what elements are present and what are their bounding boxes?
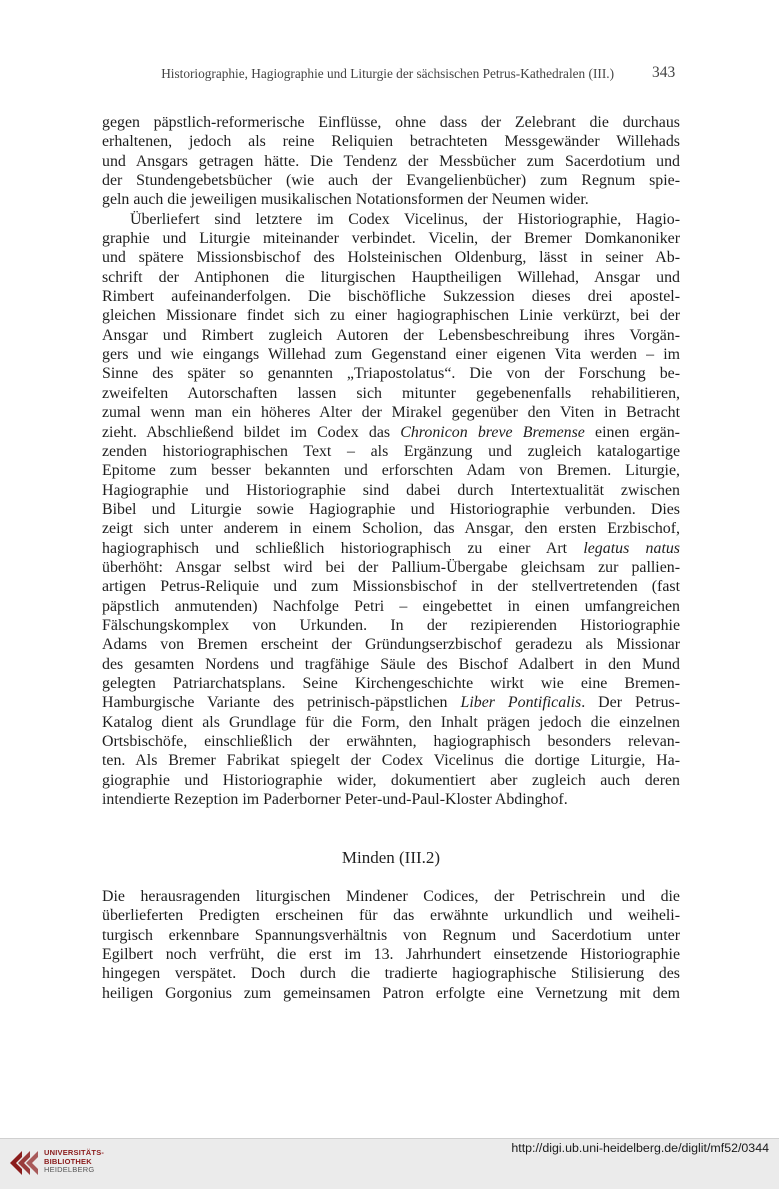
body-text-main (102, 113, 680, 809)
text-line (102, 171, 680, 190)
source-url-link[interactable]: http://digi.ub.uni-heidelberg.de/diglit/mf52/0344 (511, 1141, 769, 1155)
text-line (102, 326, 680, 345)
text-run: zweifelten Autorschaften lassen sich mitunter gegebenenfalls rehabilitieren, (102, 384, 680, 402)
text-run: hingegen verspätet. Doch durch die tradierte hagiographische Stilisierung des (102, 965, 680, 983)
text-run: gelegten Patriarchatsplans. Seine Kirchengeschichte wirkt wie eine Bremen- (102, 674, 680, 692)
text-run: zenden historiographischen Text – als Ergänzung und zugleich katalogartige (102, 442, 680, 460)
logo-line-3: HEIDELBERG (44, 1165, 95, 1174)
text-run: gers und wie eingangs Willehad zum Gegenstand einer eigenen Vita werden – im (102, 346, 680, 364)
text-run: gegen päpstlich-reformerische Einflüsse, ohne dass der Zelebrant die durchaus (102, 114, 680, 131)
text-run: ten. Als Bremer Fabrikat spiegelt der Codex Vicelinus die dortige Liturgie, Ha- (102, 752, 680, 770)
text-line (102, 190, 680, 209)
text-run: Sinne des später so genannten „Triapostolatus“. Die von der Forschung be- (102, 365, 680, 383)
text-run: graphie und Liturgie miteinander verbindet. Vicelin, der Bremer Domkanoniker (102, 230, 680, 248)
text-line (102, 384, 680, 403)
text-run: schrift der Antiphonen die liturgischen Hauptheiligen Willehad, Ansgar und (102, 268, 680, 286)
text-run: Rimbert aufeinanderfolgen. Die bischöfliche Sukzession dieses drei apostel- (102, 288, 680, 306)
text-line (102, 248, 680, 267)
page-number: 343 (652, 64, 676, 81)
italic-title: legatus natus (583, 539, 680, 557)
text-line (102, 771, 680, 790)
text-run: und Ansgars getragen hätte. Die Tendenz der Messbücher zum Sacerdotium und (102, 152, 680, 170)
text-run: intendierte Rezeption im Paderborner Peter-und-Paul-Kloster Abdinghof. (102, 791, 568, 809)
text-run: heiligen Gorgonius zum gemeinsamen Patron erfolgte eine Vernetzung mit dem (102, 984, 680, 1002)
text-run: hagiographisch und schließlich historiographisch zu einer Art (102, 539, 584, 557)
text-run: zumal wenn man ein höheres Alter der Mirakel gegenüber den Viten in Betracht (102, 404, 680, 422)
text-run: Hagiographie und Historiographie sind dabei durch Intertextualität zwischen (102, 481, 680, 499)
text-line (102, 964, 680, 983)
text-line (102, 616, 680, 635)
text-line (102, 539, 680, 558)
text-run: Ortsbischöfe, einschließlich der erwähnten, hagiographisch besonders relevan- (102, 733, 680, 750)
text-run: Adams von Bremen erscheint der Gründungserzbischof geradezu als Missionar (102, 636, 680, 654)
text-line (102, 597, 680, 616)
text-line (102, 926, 680, 945)
text-line (102, 577, 680, 596)
text-line (102, 423, 680, 442)
italic-title: Chronicon breve Bremense (400, 423, 585, 441)
text-run: Epitome zum besser bekannten und erforschten Adam von Bremen. Liturgie, (102, 462, 680, 480)
text-line (102, 481, 680, 500)
library-logo-text (44, 1149, 104, 1175)
text-run: gleichen Missionare findet sich zu einer hagiographischen Linie verkürzt, bei der (102, 307, 680, 325)
text-run: turgisch erkennbare Spannungsverhältnis von Regnum und Sacerdotium unter (102, 926, 680, 944)
text-line (102, 790, 680, 809)
text-line (102, 287, 680, 306)
text-line (102, 519, 680, 538)
text-run: Überliefert sind letztere im Codex Vicelinus, der Historiographie, Hagio- (130, 210, 680, 228)
text-run: des gesamten Nordens und tragfähige Säule des Bischof Adalbert in den Mund (102, 655, 680, 673)
text-line (102, 558, 680, 577)
text-line (102, 268, 680, 287)
section-heading: Minden (III.2) (341, 848, 441, 867)
text-run: artigen Petrus-Reliquie und zum Missionsbischof in der stellvertretenden (fast (102, 578, 680, 596)
text-run: Ansgar und Rimbert zugleich Autoren der Lebensbeschreibung ihres Vorgän- (102, 326, 680, 344)
running-head: Historiographie, Hagiographie und Liturgie der sächsischen Petrus-Kathedralen (III.) (161, 66, 614, 81)
text-run: zeigt sich unter anderem in einem Scholion, das Ansgar, den ersten Erzbischof, (102, 520, 680, 538)
text-line (102, 113, 680, 132)
text-line (102, 906, 680, 925)
text-line (102, 152, 680, 171)
text-line (102, 693, 680, 712)
text-run: Fälschungskomplex von Urkunden. In der rezipierenden Historiographie (102, 616, 680, 634)
text-run: Die herausragenden liturgischen Mindener Codices, der Petrischrein und die (102, 888, 680, 905)
text-line (102, 364, 680, 383)
logo-line-2: BIBLIOTHEK (44, 1156, 92, 1166)
text-line (102, 306, 680, 325)
text-run: Katalog dient als Grundlage für die Form, den Inhalt prägen jedoch die einzelnen (102, 713, 680, 731)
text-line (102, 732, 680, 751)
text-run: . Der Petrus- (581, 694, 680, 712)
text-line (102, 635, 680, 654)
text-line (102, 887, 680, 906)
logo-line-1: UNIVERSITÄTS- (44, 1148, 105, 1157)
text-line (102, 751, 680, 770)
text-run: Bibel und Liturgie sowie Hagiographie und Historiographie verbunden. Dies (102, 500, 680, 518)
text-run: erhaltenen, jedoch als reine Reliquien betrachteten Messgewänder Willehads (102, 133, 680, 151)
text-line (102, 674, 680, 693)
text-line (102, 461, 680, 480)
text-line (102, 655, 680, 674)
text-run: Egilbert noch verfrüht, die erst im 13. Jahrhundert einsetzende Historiographie (102, 946, 680, 964)
text-run: und spätere Missionsbischof des Holsteinischen Oldenburg, lässt in seiner Ab- (102, 249, 680, 267)
text-line (102, 403, 680, 422)
text-line (102, 229, 680, 248)
text-run: einen ergän- (584, 423, 680, 441)
text-run: Hamburgische Variante des petrinisch-päpstlichen (102, 694, 461, 712)
text-run: geln auch die jeweiligen musikalischen Notationsformen der Neumen wider. (102, 191, 589, 209)
text-run: überlieferten Predigten erscheinen für das erwähnte urkundlich und weiheli- (102, 907, 680, 925)
text-line (102, 442, 680, 461)
body-text-section (102, 887, 680, 1003)
italic-title: Liber Pontificalis (460, 694, 582, 712)
text-run: zieht. Abschließend bildet im Codex das (102, 423, 401, 441)
text-line (102, 945, 680, 964)
text-run: der Stundengebetsbücher (wie auch der Evangelienbücher) zum Regnum spie- (102, 172, 680, 190)
text-line (102, 500, 680, 519)
text-run: giographie und Historiographie wider, dokumentiert aber zugleich auch deren (102, 771, 680, 789)
text-line (102, 984, 680, 1003)
text-run: überhöht: Ansgar selbst wird bei der Pallium-Übergabe gleichsam zur pallien- (102, 558, 680, 576)
text-line (102, 713, 680, 732)
text-line (102, 132, 680, 151)
text-line (102, 345, 680, 364)
text-line (102, 210, 680, 229)
text-run: päpstlich anmutenden) Nachfolge Petri – eingebettet in einen umfangreichen (102, 597, 680, 615)
